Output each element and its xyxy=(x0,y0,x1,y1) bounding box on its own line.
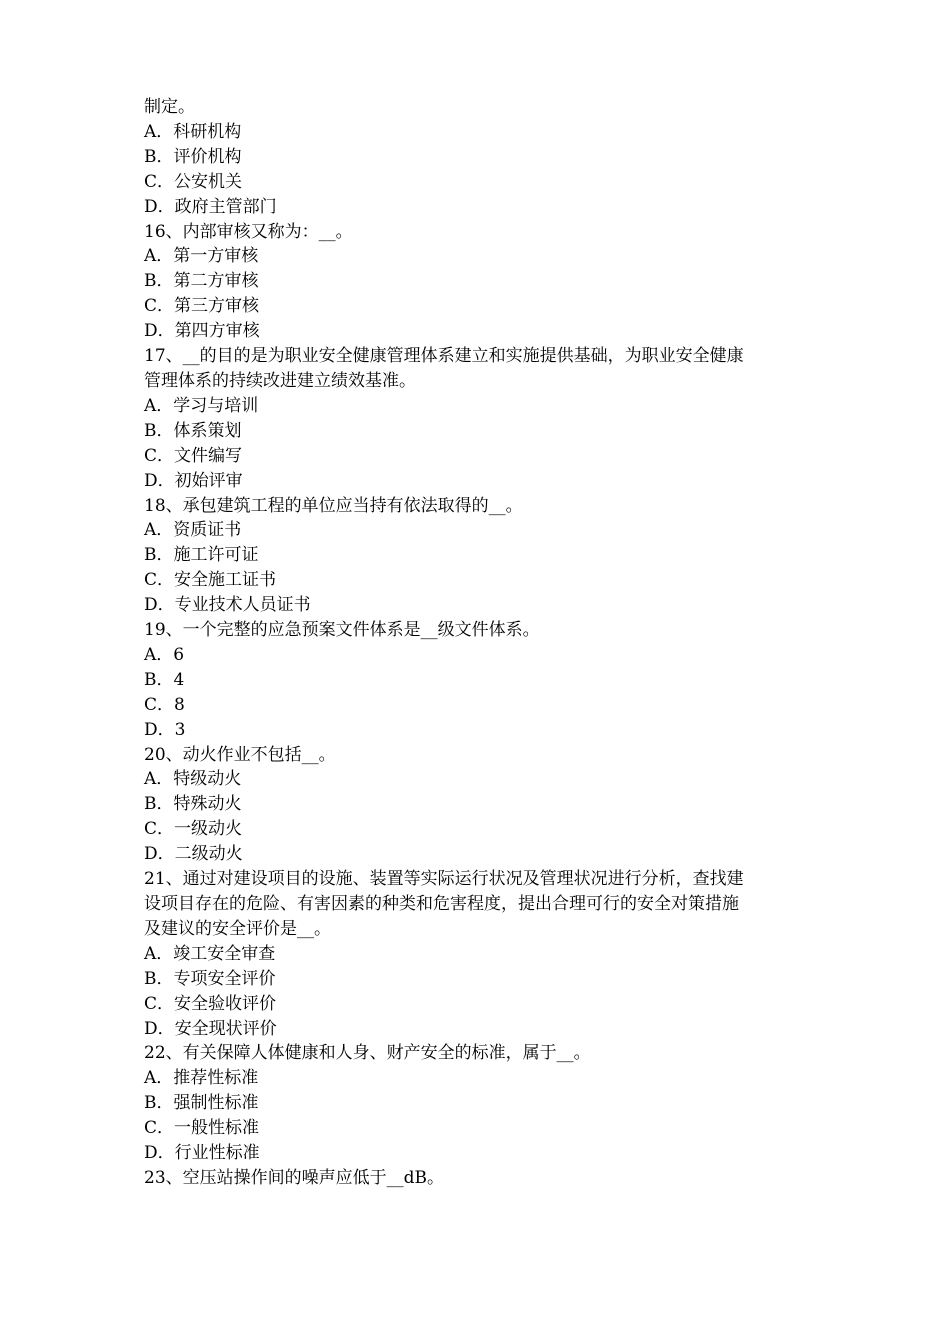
option-c: C．8 xyxy=(144,694,185,715)
question-21-cont: 设项目存在的危险、有害因素的种类和危害程度，提出合理可行的安全对策措施 xyxy=(144,894,739,914)
option-d: D．安全现状评价 xyxy=(144,1018,277,1039)
question-17-cont: 管理体系的持续改进建立绩效基准。 xyxy=(144,370,416,391)
option-a: A．科研机构 xyxy=(144,121,242,142)
option-c: C．文件编写 xyxy=(144,445,243,466)
text-line: 制定。 xyxy=(144,97,195,117)
question-22: 22、有关保障人体健康和人身、财产安全的标准，属于__。 xyxy=(144,1043,591,1064)
option-a: A．资质证书 xyxy=(144,520,242,541)
option-a: A．学习与培训 xyxy=(144,395,259,416)
option-a: A．6 xyxy=(144,644,185,665)
option-b: B．特殊动火 xyxy=(144,794,242,815)
option-a: A．特级动火 xyxy=(144,769,242,790)
option-c: C．一般性标准 xyxy=(144,1118,260,1139)
option-b: B．强制性标准 xyxy=(144,1093,259,1114)
question-20: 20、动火作业不包括__。 xyxy=(144,744,336,765)
option-a: A．竣工安全审查 xyxy=(144,943,276,964)
option-b: B．第二方审核 xyxy=(144,271,259,292)
question-19: 19、一个完整的应急预案文件体系是__级文件体系。 xyxy=(144,620,540,641)
question-21-cont: 及建议的安全评价是__。 xyxy=(144,918,331,939)
option-a: A．推荐性标准 xyxy=(144,1068,259,1089)
option-c: C．公安机关 xyxy=(144,171,243,192)
question-16: 16、内部审核又称为：__。 xyxy=(144,221,353,242)
option-d: D．政府主管部门 xyxy=(144,196,277,217)
option-d: D．二级动火 xyxy=(144,844,243,865)
option-d: D．专业技术人员证书 xyxy=(144,595,311,616)
question-21: 21、通过对建设项目的设施、装置等实际运行状况及管理状况进行分析，查找建 xyxy=(144,869,744,890)
question-17: 17、__的目的是为职业安全健康管理体系建立和实施提供基础，为职业安全健康 xyxy=(144,346,744,367)
document-body xyxy=(144,95,814,1191)
option-d: D．第四方审核 xyxy=(144,321,260,342)
question-18: 18、承包建筑工程的单位应当持有依法取得的__。 xyxy=(144,495,523,516)
option-b: B．施工许可证 xyxy=(144,545,259,566)
option-d: D．行业性标准 xyxy=(144,1143,260,1164)
option-c: C．一级动火 xyxy=(144,819,243,840)
option-b: B．专项安全评价 xyxy=(144,968,276,989)
option-b: B．体系策划 xyxy=(144,420,242,441)
option-b: B．4 xyxy=(144,669,185,690)
option-c: C．第三方审核 xyxy=(144,296,260,317)
option-d: D．初始评审 xyxy=(144,470,243,491)
question-23: 23、空压站操作间的噪声应低于__dB。 xyxy=(144,1167,445,1188)
option-c: C．安全施工证书 xyxy=(144,570,277,591)
option-d: D．3 xyxy=(144,719,186,740)
option-c: C．安全验收评价 xyxy=(144,993,277,1014)
option-b: B．评价机构 xyxy=(144,146,242,167)
option-a: A．第一方审核 xyxy=(144,246,259,267)
